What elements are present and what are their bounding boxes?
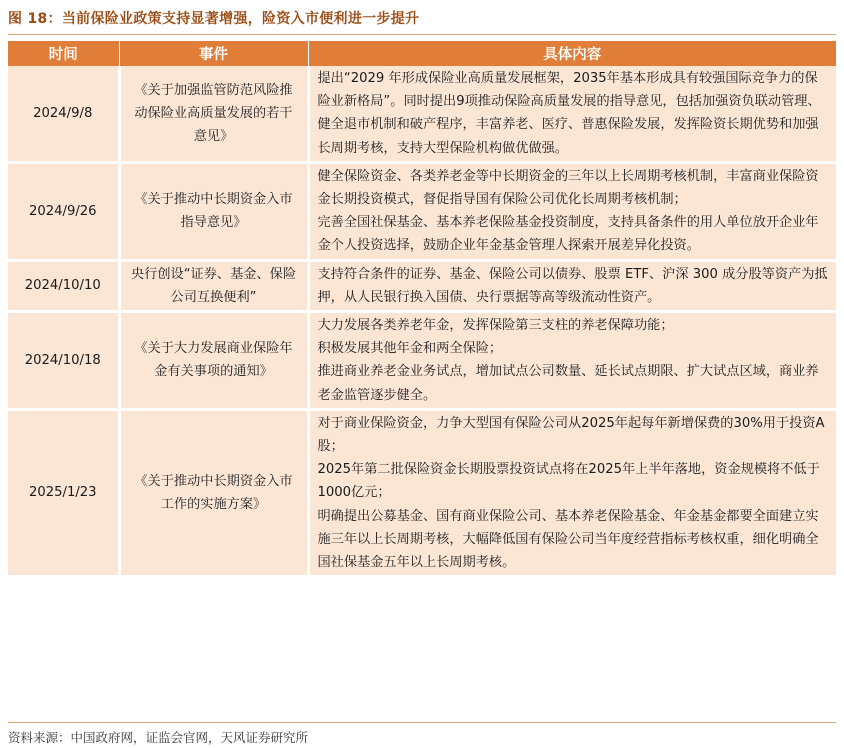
table-row [8,162,836,260]
content-line: 2025年第二批保险资金长期股票投资试点将在2025年上半年落地，资金规模将不低于1000亿元； [317,462,820,501]
content-line: 对于商业保险资金，力争大型国有保险公司从2025年起每年新增保费的30%用于投资A股； [317,415,825,455]
header-time: 时间 [8,41,119,66]
header-event: 事件 [119,41,308,66]
cell-event: 《关于大力发展商业保险年金有关事项的通知》 [119,312,308,410]
cell-event: 央行创设“证券、基金、保险公司互换便利” [119,260,308,311]
footer-divider [8,722,836,723]
policy-table [8,41,836,578]
cell-event: 《关于推动中长期资金入市工作的实施方案》 [119,409,308,576]
cell-content [308,162,836,260]
content-line: 明确提出公募基金、国有商业保险公司、基本养老保险基金、年金基金都要全面建立实施三年以上长周期考核，大幅降低国有保险公司当年度经营指标考核权重，细化明确全国社保基金五年以上长周期考核。 [317,508,819,571]
source-note: 资料来源：中国政府网，证监会官网，天风证券研究所 [8,730,309,745]
cell-time: 2025/1/23 [8,409,119,576]
cell-event: 《关于加强监管防范风险推动保险业高质量发展的若干意见》 [119,66,308,162]
header-content: 具体内容 [308,41,836,66]
cell-time: 2024/10/10 [8,260,119,311]
table-header-row [8,41,836,66]
content-line: 积极发展其他年金和两全保险； [317,341,503,357]
cell-time: 2024/10/18 [8,312,119,410]
cell-content [308,312,836,410]
content-line: 完善全国社保基金、基本养老保险基金投资制度，支持具备条件的用人单位放开企业年金个人投资选择，鼓励企业年金基金管理人探索开展差异化投资。 [317,215,819,254]
cell-time: 2024/9/8 [8,66,119,162]
cell-time: 2024/9/26 [8,162,119,260]
content-line: 提出“2029 年形成保险业高质量发展框架，2035年基本形成具有较强国际竞争力的保险业新格局”。同时提出9项推动保险高质量发展的指导意见，包括加强资负联动管理、健全退市机制和破产程序，丰富养老、医疗、普惠保险发展，发挥险资长期优势和加强长周期考核，支持大型保险机构做优做强。 [317,71,821,156]
content-line: 推进商业养老金业务试点，增加试点公司数量、延长试点期限、扩大试点区域，商业养老金监管逐步健全。 [317,364,819,403]
title-divider [8,34,836,35]
content-line: 大力发展各类养老年金，发挥保险第三支柱的养老保障功能； [317,318,674,334]
figure-title: 图 18：当前保险业政策支持显著增强，险资入市便利进一步提升 [8,11,420,27]
table-row [8,260,836,311]
table-row [8,312,836,410]
cell-content [308,260,836,311]
content-line: 健全保险资金、各类养老金等中长期资金的三年以上长周期考核机制，丰富商业保险资金长期投资模式，督促指导国有保险公司优化长周期考核机制； [317,168,819,208]
cell-content [308,66,836,162]
content-line: 支持符合条件的证券、基金、保险公司以债券、股票 ETF、沪深 300 成分股等资产为抵押，从人民银行换入国债、央行票据等高等级流动性资产。 [317,266,828,305]
table-row [8,409,836,576]
table-row [8,66,836,162]
cell-event: 《关于推动中长期资金入市指导意见》 [119,162,308,260]
cell-content [308,409,836,576]
